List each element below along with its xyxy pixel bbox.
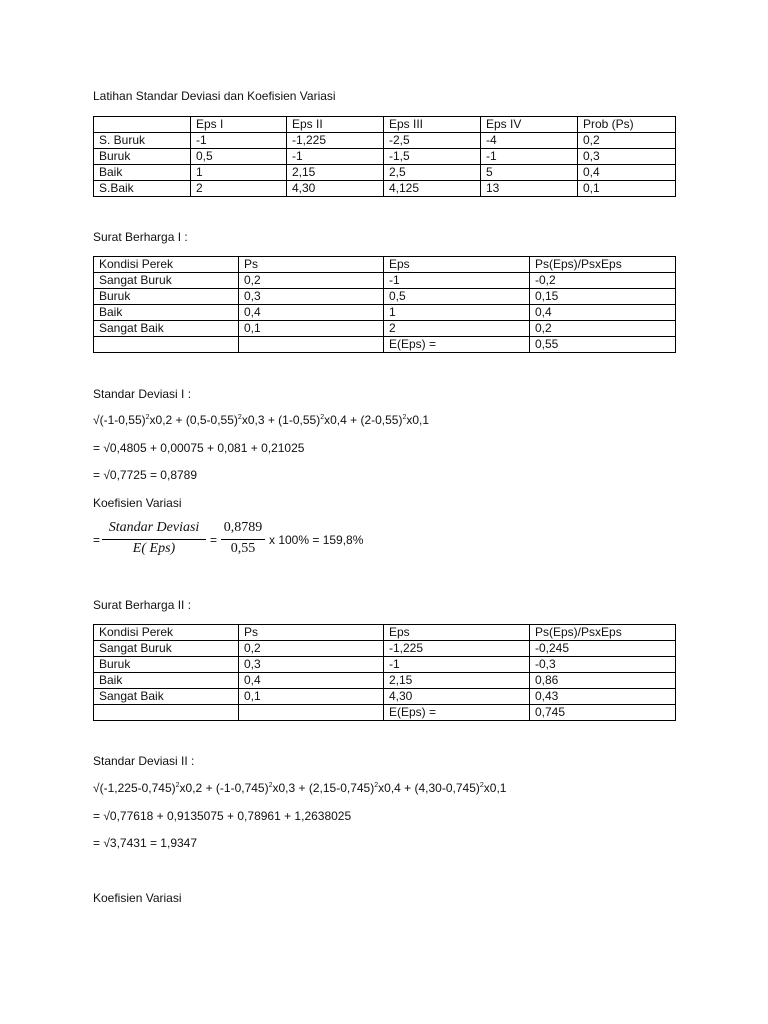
table-row (94, 181, 676, 197)
table-cell: 0,5 (384, 289, 530, 305)
table-header-cell: Eps (384, 257, 530, 273)
table-cell (94, 705, 239, 721)
exponent: 2 (402, 414, 407, 421)
table-cell: -0,3 (530, 657, 676, 673)
table-row (94, 289, 676, 305)
kv1-fraction-2 (221, 520, 265, 560)
table-cell: 0,3 (578, 149, 676, 165)
table-cell: E(Eps) = (384, 705, 530, 721)
sd1-formula-line1 (93, 413, 429, 427)
table-cell: 0,86 (530, 673, 676, 689)
exponent: 2 (175, 782, 180, 789)
table-header-cell: Eps III (384, 117, 481, 133)
table-cell: 0,4 (239, 305, 384, 321)
exponent: 2 (374, 782, 379, 789)
table-cell: 5 (481, 165, 578, 181)
fraction-numerator: 0,8789 (223, 520, 263, 535)
table-total-row (94, 337, 676, 353)
table-cell: 0,2 (578, 133, 676, 149)
table-header-cell: Prob (Ps) (578, 117, 676, 133)
table-cell: -1 (481, 149, 578, 165)
formula-term: x0,3 + (2,15-0,745) (272, 781, 375, 795)
table-cell: 0,2 (239, 273, 384, 289)
table-row (94, 673, 676, 689)
formula-term: (-1-0,55) (99, 413, 146, 427)
table-cell: 2,5 (384, 165, 481, 181)
table-header-cell: Eps II (287, 117, 384, 133)
table-row (94, 641, 676, 657)
kv1-heading: Koefisien Variasi (93, 496, 182, 510)
table-cell: Buruk (94, 149, 191, 165)
table-cell: -1,225 (384, 641, 530, 657)
table-cell: -2,5 (384, 133, 481, 149)
exponent: 2 (268, 782, 273, 789)
table-cell: 4,30 (287, 181, 384, 197)
exponent: 2 (145, 414, 150, 421)
table-cell: -1,5 (384, 149, 481, 165)
table-cell: Baik (94, 165, 191, 181)
table-header-cell: Eps (384, 625, 530, 641)
table-row (94, 689, 676, 705)
table-cell: 4,30 (384, 689, 530, 705)
table-cell: -1,225 (287, 133, 384, 149)
table-cell: 0,2 (530, 321, 676, 337)
table-header-cell (94, 117, 191, 133)
table-cell: 0,15 (530, 289, 676, 305)
table-cell: 2,15 (287, 165, 384, 181)
table-header-cell: Ps (239, 257, 384, 273)
table-cell: 0,4 (239, 673, 384, 689)
eps-table (93, 116, 676, 197)
table-cell (239, 337, 384, 353)
table-cell: 2 (191, 181, 287, 197)
sqrt-symbol: √ (93, 413, 100, 427)
sd2-formula-line1 (93, 781, 506, 795)
sd2-formula-line2: = √0,77618 + 0,9135075 + 0,78961 + 1,2638025 (93, 809, 352, 823)
table-header-cell: Ps (239, 625, 384, 641)
table-cell: 1 (191, 165, 287, 181)
fraction-denominator: 0,55 (230, 541, 256, 556)
table-cell: Sangat Baik (94, 321, 239, 337)
formula-term: x0,4 + (2-0,55) (324, 413, 403, 427)
kv2-heading: Koefisien Variasi (93, 891, 182, 905)
table-cell: S.Baik (94, 181, 191, 197)
fraction-denominator: E( Eps) (132, 541, 176, 556)
table-header-row (94, 257, 676, 273)
table-cell: -1 (191, 133, 287, 149)
table-cell: 0,4 (578, 165, 676, 181)
table-cell: 0,5 (191, 149, 287, 165)
table-cell (239, 705, 384, 721)
fraction-bar (102, 539, 206, 540)
table-cell: 1 (384, 305, 530, 321)
formula-term: x0,1 (406, 413, 430, 427)
table-cell: 0,1 (239, 689, 384, 705)
table-cell: -0,245 (530, 641, 676, 657)
table-cell: -4 (481, 133, 578, 149)
sd1-heading: Standar Deviasi I : (93, 387, 192, 401)
table-header-row (94, 117, 676, 133)
table-row (94, 149, 676, 165)
table-cell: 13 (481, 181, 578, 197)
table-cell: -0,2 (530, 273, 676, 289)
table-cell: Baik (94, 673, 239, 689)
table-cell: -1 (287, 149, 384, 165)
table-cell: S. Buruk (94, 133, 191, 149)
surat-berharga-1-table (93, 256, 676, 353)
table-total-row (94, 705, 676, 721)
table-header-cell: Ps(Eps)/PsxEps (530, 257, 676, 273)
kv1-result: x 100% = 159,8% (269, 533, 364, 547)
formula-term: x0,4 + (4,30-0,745) (378, 781, 480, 795)
kv1-fraction-1 (102, 520, 206, 560)
table-row (94, 305, 676, 321)
sqrt-symbol: √ (93, 781, 100, 795)
table-cell: Baik (94, 305, 239, 321)
formula-term: (-1,225-0,745) (99, 781, 176, 795)
table-cell: E(Eps) = (384, 337, 530, 353)
table-cell: 2 (384, 321, 530, 337)
fraction-bar (221, 539, 265, 540)
exponent: 2 (479, 782, 484, 789)
table-cell: 0,43 (530, 689, 676, 705)
sd2-formula-line3: = √3,7431 = 1,9347 (93, 836, 198, 850)
table-cell: 4,125 (384, 181, 481, 197)
table-cell: -1 (384, 273, 530, 289)
table-cell: 2,15 (384, 673, 530, 689)
table-row (94, 657, 676, 673)
table-cell: 0,3 (239, 289, 384, 305)
formula-term: x0,3 + (1-0,55) (241, 413, 321, 427)
sd1-formula-line2: = √0,4805 + 0,00075 + 0,081 + 0,21025 (93, 441, 305, 455)
formula-term: x0,2 + (-1-0,745) (179, 781, 269, 795)
table-header-cell: Eps I (191, 117, 287, 133)
exponent: 2 (237, 414, 242, 421)
table-row (94, 165, 676, 181)
table-header-cell: Ps(Eps)/PsxEps (530, 625, 676, 641)
section2-heading: Surat Berharga II : (93, 598, 192, 612)
sd1-formula-line3: = √0,7725 = 0,8789 (93, 468, 198, 482)
formula-term: x0,1 (483, 781, 507, 795)
table-header-cell: Eps IV (481, 117, 578, 133)
table-row (94, 321, 676, 337)
table-header-cell: Kondisi Perek (94, 625, 239, 641)
table-cell: -1 (384, 657, 530, 673)
kv1-equals: = (93, 533, 101, 547)
table-cell: 0,745 (530, 705, 676, 721)
table-cell: 0,2 (239, 641, 384, 657)
table-cell: 0,55 (530, 337, 676, 353)
table-cell: Buruk (94, 289, 239, 305)
sd2-heading: Standar Deviasi II : (93, 754, 195, 768)
table-header-row (94, 625, 676, 641)
table-cell (94, 337, 239, 353)
table-header-cell: Kondisi Perek (94, 257, 239, 273)
formula-term: x0,2 + (0,5-0,55) (149, 413, 238, 427)
table-cell: 0,1 (239, 321, 384, 337)
table-cell: Sangat Buruk (94, 641, 239, 657)
fraction-numerator: Standar Deviasi (108, 520, 200, 535)
table-cell: Buruk (94, 657, 239, 673)
table-cell: Sangat Buruk (94, 273, 239, 289)
table-row (94, 133, 676, 149)
exponent: 2 (320, 414, 325, 421)
table-cell: Sangat Baik (94, 689, 239, 705)
table-row (94, 273, 676, 289)
section1-heading: Surat Berharga I : (93, 230, 188, 244)
table-cell: 0,4 (530, 305, 676, 321)
document-title: Latihan Standar Deviasi dan Koefisien Variasi (93, 89, 336, 103)
kv1-equals: = (210, 533, 218, 547)
surat-berharga-2-table (93, 624, 676, 721)
table-cell: 0,3 (239, 657, 384, 673)
table-cell: 0,1 (578, 181, 676, 197)
